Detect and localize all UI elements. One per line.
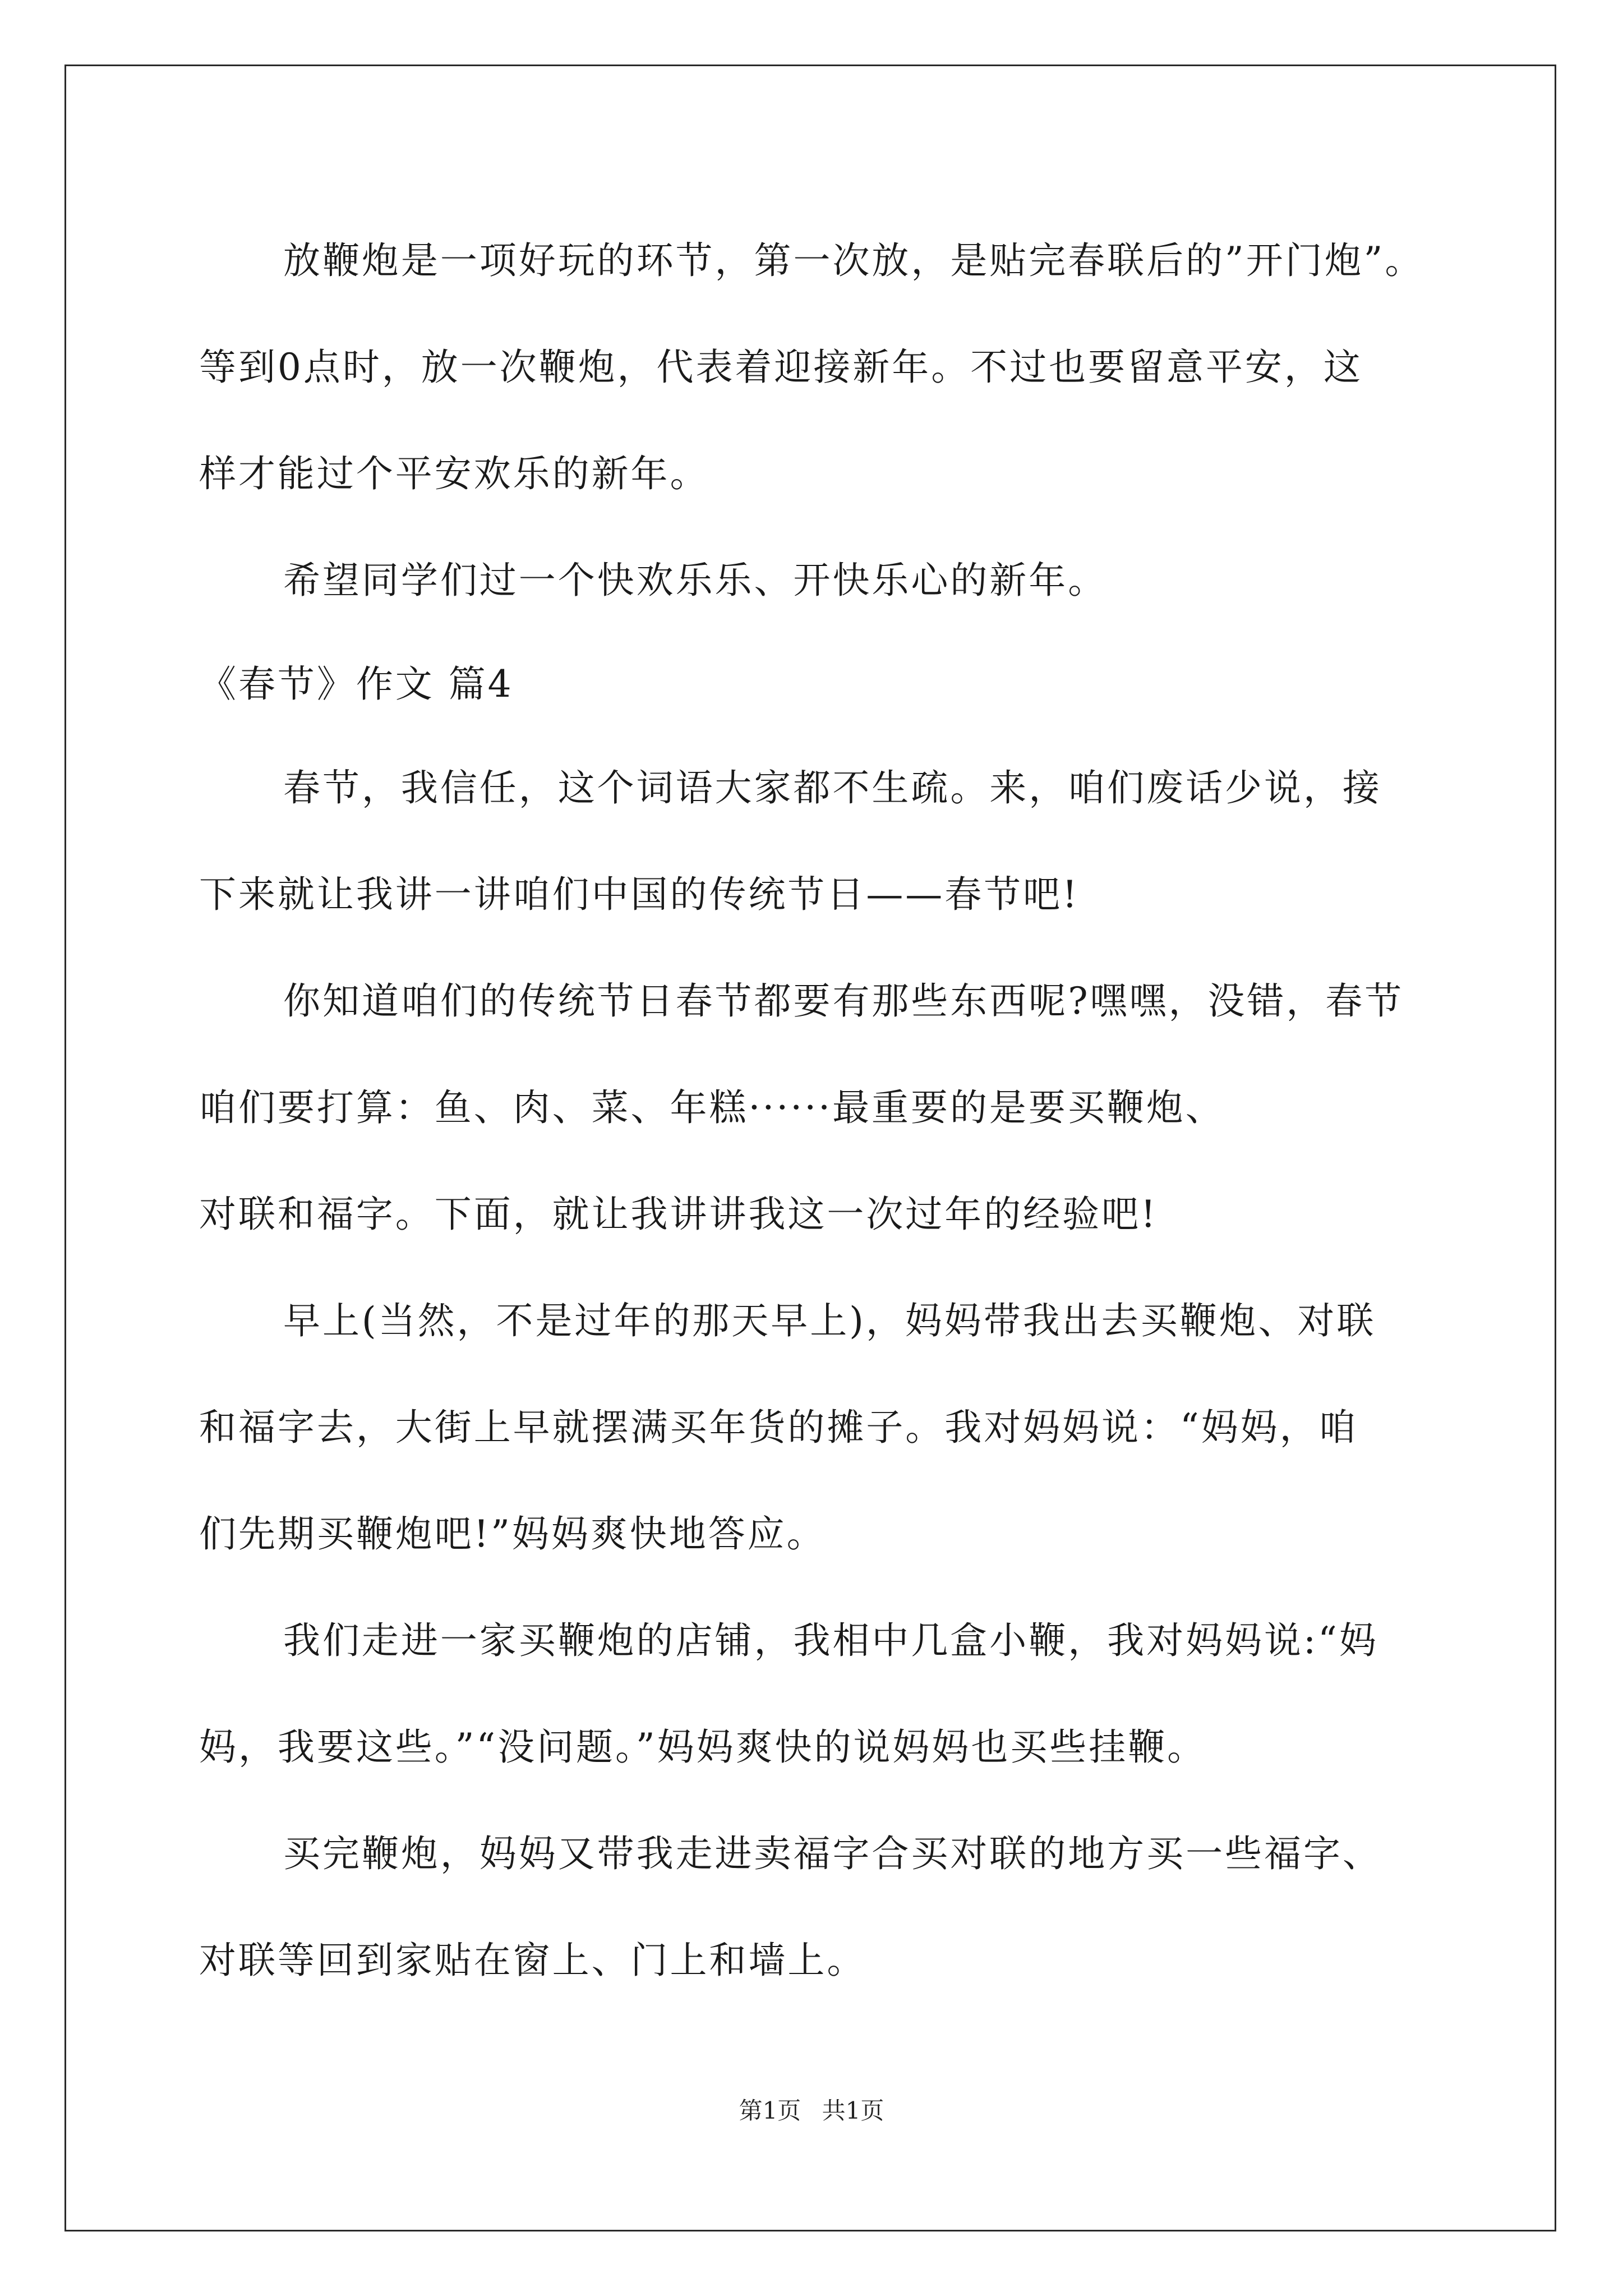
section-heading: 《春节》作文 篇4 xyxy=(199,662,514,706)
document-body xyxy=(199,208,1433,2014)
paragraph-line: 等到0点时，放一次鞭炮，代表着迎接新年。不过也要留意平安，这 xyxy=(199,346,1363,389)
page-total: 共1页 xyxy=(822,2097,884,2124)
paragraph-line: 你知道咱们的传统节日春节都要有那些东西呢?嘿嘿，没错，春节 xyxy=(283,979,1404,1023)
paragraph-line: 妈，我要这些。”“没问题。”妈妈爽快的说妈妈也买些挂鞭。 xyxy=(199,1726,1207,1769)
page-number: 第1页 xyxy=(739,2097,801,2124)
paragraph-line: 希望同学们过一个快欢乐乐、开快乐心的新年。 xyxy=(283,559,1108,602)
paragraph-line: 早上(当然，不是过年的那天早上)，妈妈带我出去买鞭炮、对联 xyxy=(283,1299,1376,1342)
page-footer xyxy=(0,2092,1623,2126)
paragraph-line: 对联等回到家贴在窗上、门上和墙上。 xyxy=(199,1939,866,1982)
paragraph-line: 我们走进一家买鞭炮的店铺，我相中几盒小鞭，我对妈妈说:“妈 xyxy=(283,1619,1378,1662)
paragraph-line: 们先期买鞭炮吧!”妈妈爽快地答应。 xyxy=(199,1512,826,1556)
paragraph-line: 和福字去，大街上早就摆满买年货的摊子。我对妈妈说：“妈妈，咱 xyxy=(199,1406,1358,1449)
paragraph-line: 对联和福字。下面，就让我讲讲我这一次过年的经验吧! xyxy=(199,1193,1158,1236)
paragraph-line: 买完鞭炮，妈妈又带我走进卖福字合买对联的地方买一些福字、 xyxy=(283,1832,1382,1875)
paragraph-line: 咱们要打算：鱼、肉、菜、年糕······最重要的是要买鞭炮、 xyxy=(199,1086,1225,1129)
paragraph-line: 样才能过个平安欢乐的新年。 xyxy=(199,452,709,495)
paragraph-line: 下来就让我讲一讲咱们中国的传统节日——春节吧! xyxy=(199,873,1080,916)
paragraph-line: 春节，我信任，这个词语大家都不生疏。来，咱们废话少说，接 xyxy=(283,766,1382,809)
paragraph-line: 放鞭炮是一项好玩的环节，第一次放，是贴完春联后的”开门炮”。 xyxy=(283,239,1424,282)
